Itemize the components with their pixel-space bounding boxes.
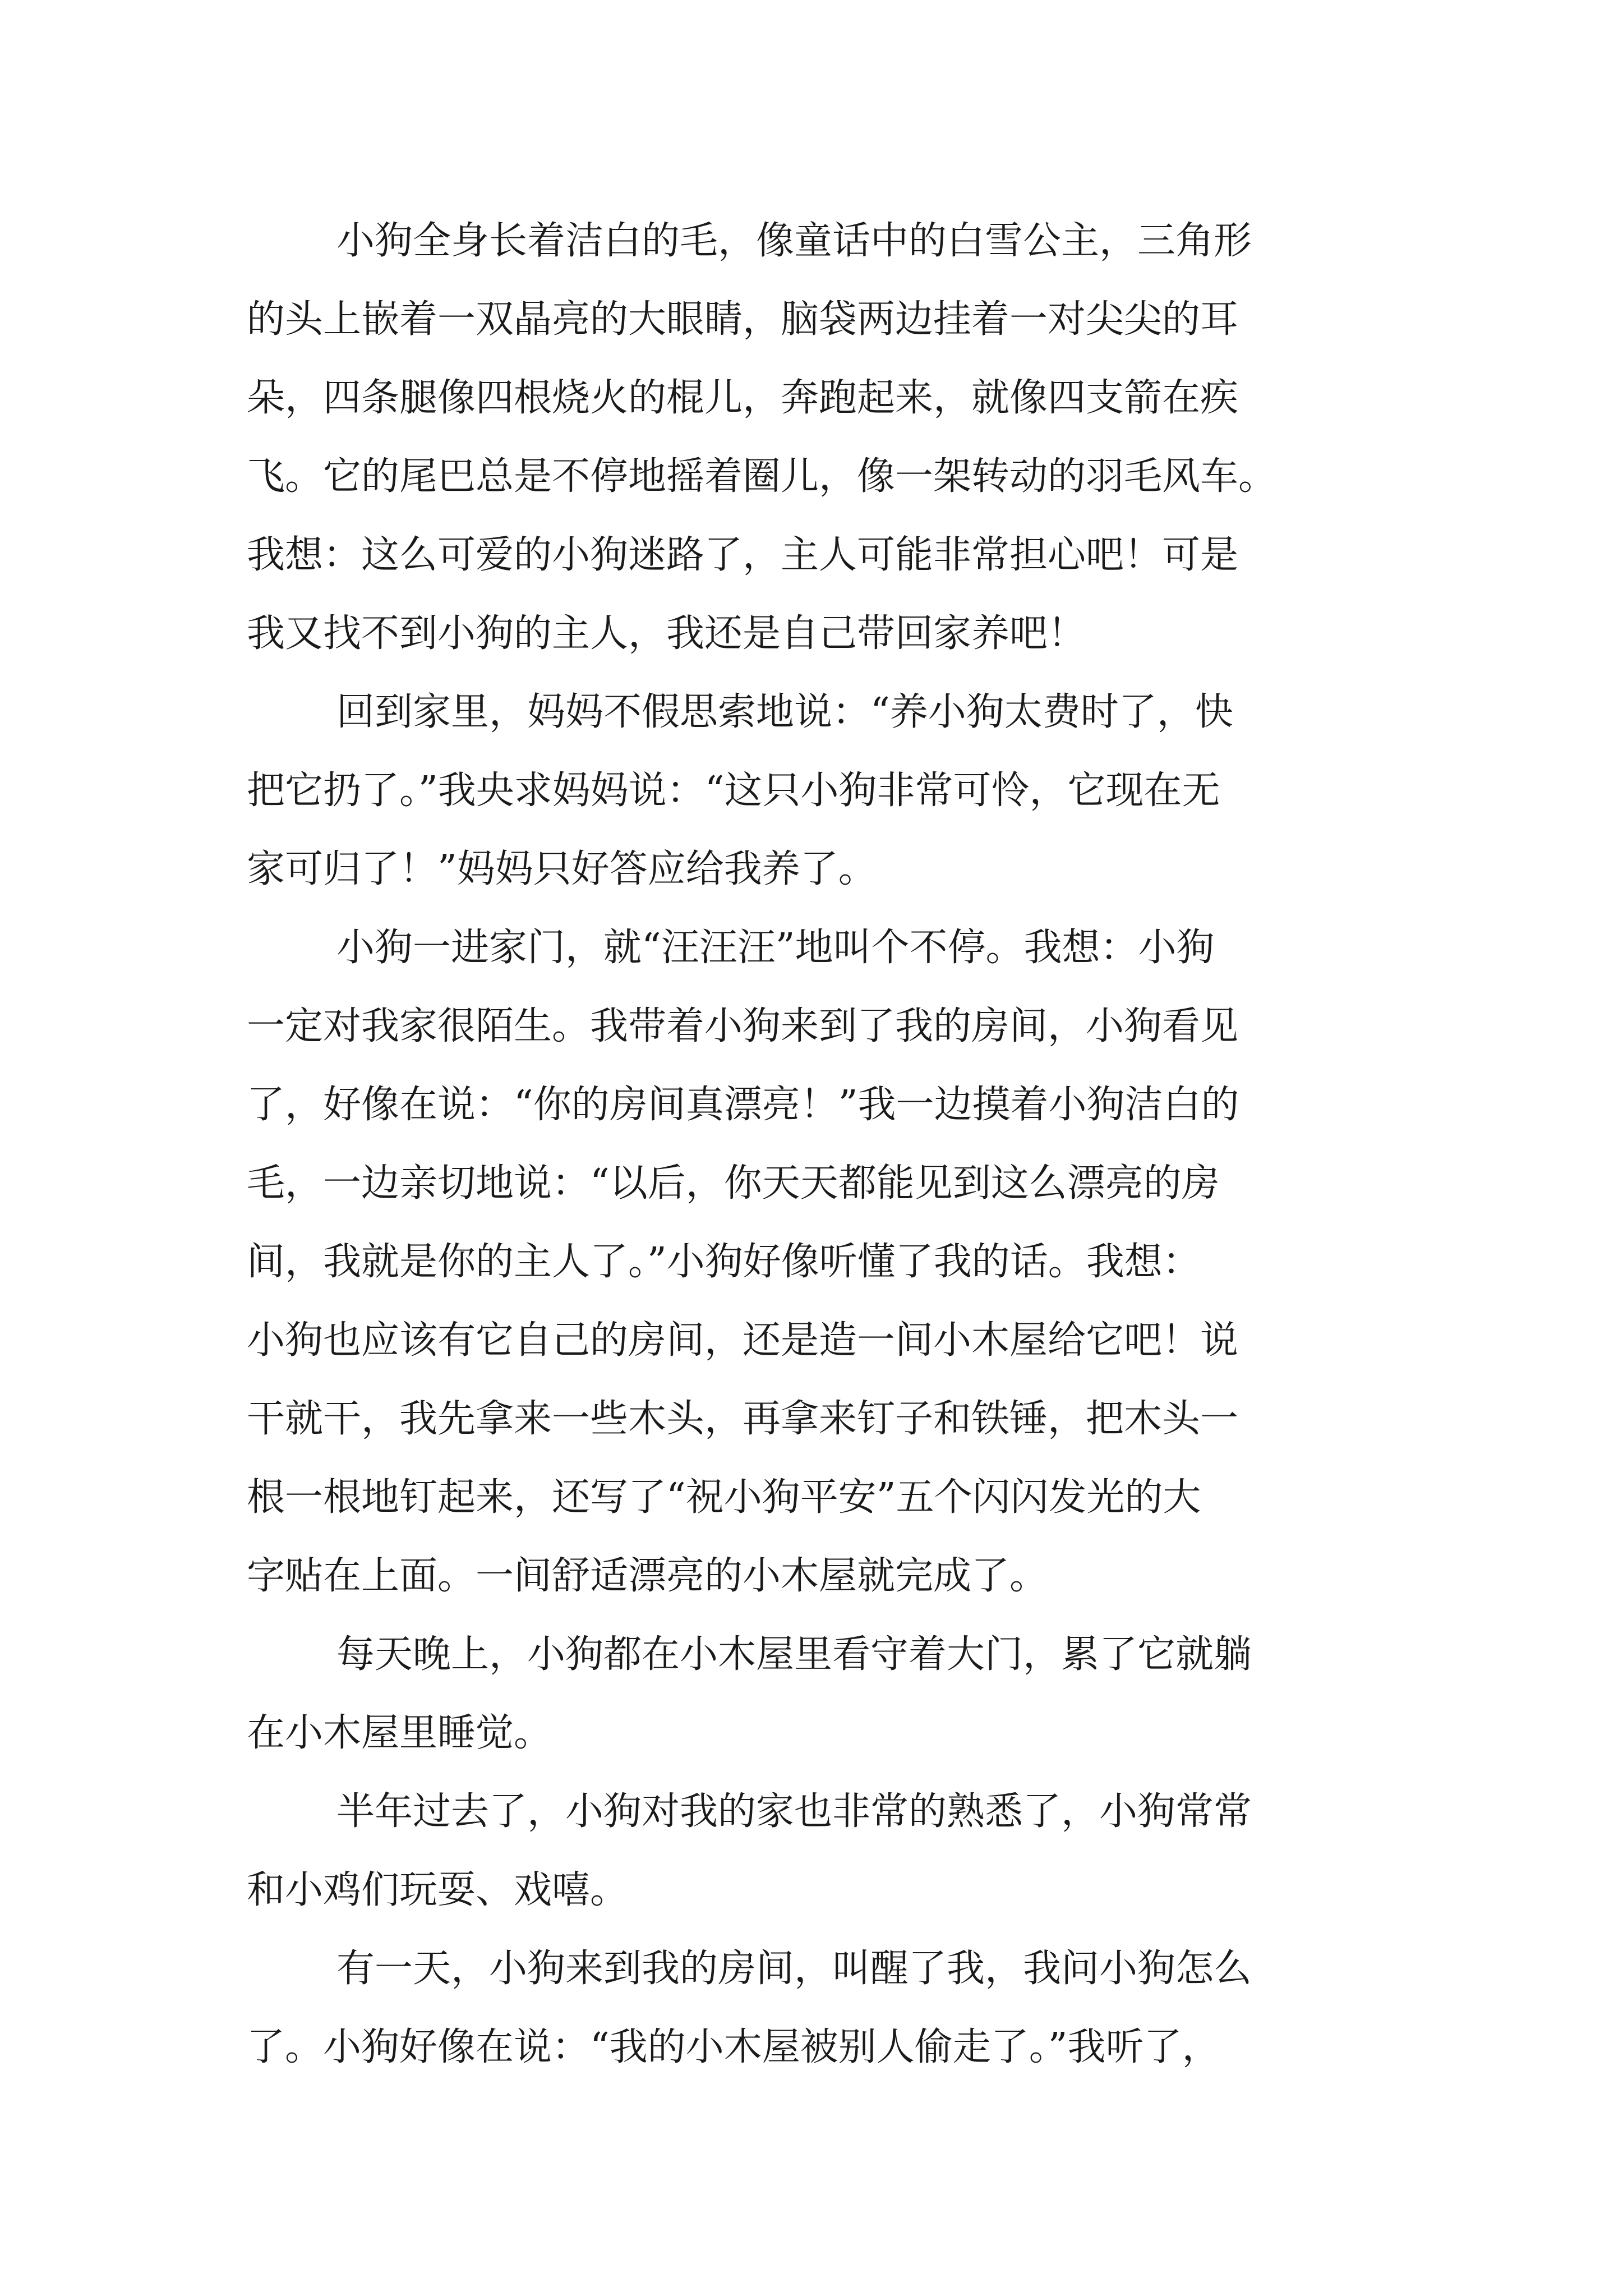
text-line-15: 小狗也应该有它自己的房间，还是造一间小木屋给它吧！说 xyxy=(247,1318,1239,1363)
text-line-14: 间，我就是你的主人了。”小狗好像听懂了我的话。我想： xyxy=(247,1240,1201,1284)
text-line-20: 在小木屋里睡觉。 xyxy=(247,1711,552,1755)
text-line-11: 一定对我家很陌生。我带着小狗来到了我的房间，小狗看见 xyxy=(247,1004,1239,1048)
text-line-3: 朵，四条腿像四根烧火的棍儿，奔跑起来，就像四支箭在疾 xyxy=(247,376,1239,420)
text-line-8: 把它扔了。”我央求妈妈说：“这只小狗非常可怜，它现在无 xyxy=(247,769,1220,813)
text-line-2: 的头上嵌着一双晶亮的大眼睛，脑袋两边挂着一对尖尖的耳 xyxy=(247,297,1239,342)
text-line-13: 毛，一边亲切地说：“以后，你天天都能见到这么漂亮的房 xyxy=(247,1161,1220,1205)
text-line-4: 飞。它的尾巴总是不停地摇着圈儿，像一架转动的羽毛风车。 xyxy=(247,454,1277,499)
text-line-21: 半年过去了，小狗对我的家也非常的熟悉了，小狗常常 xyxy=(336,1789,1252,1834)
text-line-24: 了。小狗好像在说：“我的小木屋被别人偷走了。”我听了， xyxy=(247,2025,1220,2069)
text-line-17: 根一根地钉起来，还写了“祝小狗平安”五个闪闪发光的大 xyxy=(247,1475,1201,1520)
text-line-10: 小狗一进家门，就“汪汪汪”地叫个不停。我想：小狗 xyxy=(336,926,1215,970)
text-line-23: 有一天，小狗来到我的房间，叫醒了我，我问小狗怎么 xyxy=(336,1947,1252,1991)
text-line-19: 每天晚上，小狗都在小木屋里看守着大门，累了它就躺 xyxy=(336,1632,1252,1677)
text-line-12: 了，好像在说：“你的房间真漂亮！”我一边摸着小狗洁白的 xyxy=(247,1083,1239,1127)
text-line-16: 干就干，我先拿来一些木头，再拿来钉子和铁锤，把木头一 xyxy=(247,1397,1239,1441)
text-line-18: 字贴在上面。一间舒适漂亮的小木屋就完成了。 xyxy=(247,1554,1048,1598)
text-line-9: 家可归了！”妈妈只好答应给我养了。 xyxy=(247,847,877,891)
text-line-1: 小狗全身长着洁白的毛，像童话中的白雪公主，三角形 xyxy=(336,219,1252,263)
text-line-5: 我想：这么可爱的小狗迷路了，主人可能非常担心吧！可是 xyxy=(247,533,1239,577)
text-line-22: 和小鸡们玩耍、戏嘻。 xyxy=(247,1868,629,1912)
text-line-6: 我又找不到小狗的主人，我还是自己带回家养吧！ xyxy=(247,611,1086,656)
text-line-7: 回到家里，妈妈不假思索地说：“养小狗太费时了，快 xyxy=(336,690,1233,734)
